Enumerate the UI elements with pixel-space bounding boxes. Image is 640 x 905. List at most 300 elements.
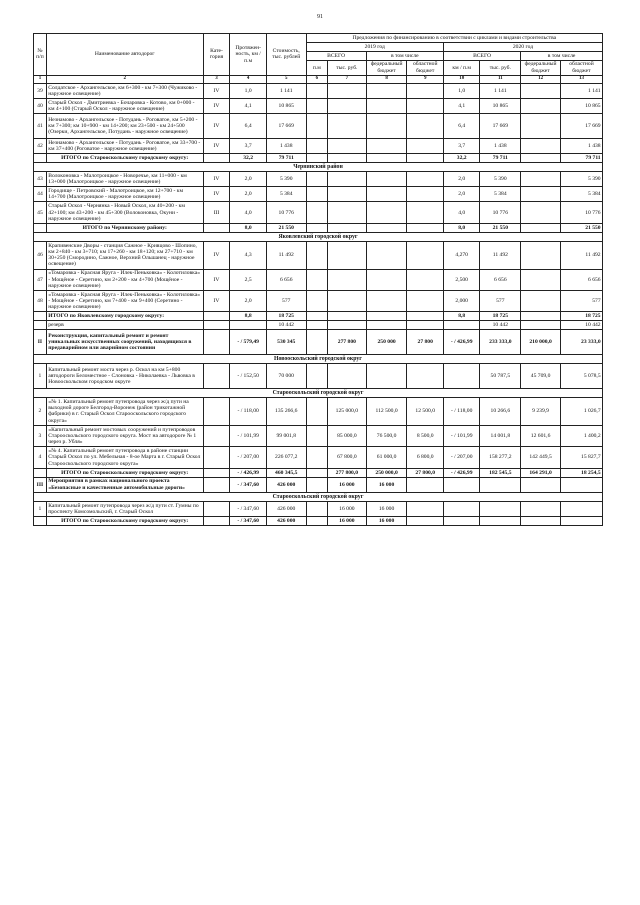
idx-2: 2 [46, 75, 203, 83]
section-title: Яковлевский городской округ [34, 232, 603, 241]
table-row [34, 202, 603, 223]
section-label: Мероприятия в рамках национального проекта «Безопасные и качественные автомобильные дороги» [46, 477, 203, 492]
total-label: ИТОГО по Чернянскому району: [46, 223, 203, 232]
cell-empty [407, 187, 443, 202]
road-cost: 17 669 [266, 114, 306, 139]
total-2019: 16 000 [328, 501, 367, 516]
cell-empty [366, 98, 407, 113]
total-2019: 85 000,0 [328, 425, 367, 446]
federal-2020: 142 449,5 [521, 447, 561, 468]
road-length: 2,0 [230, 291, 266, 312]
total-2020: 6 656 [480, 269, 521, 290]
road-category: IV [203, 139, 230, 154]
section-title: Чернянский район [34, 163, 603, 172]
cell-empty [521, 223, 561, 232]
object-name: «Капитальный ремонт мостовых сооружений и путепроводов Старооскольского городского округа. Мост на автодороге № 1 через р. Убля» [46, 425, 203, 446]
total-length: 32,2 [230, 154, 266, 163]
total-regional-2019: 27 800,0 [407, 468, 443, 477]
row-number: 4 [34, 447, 47, 468]
section-total-2020: 233 333,0 [480, 330, 521, 355]
cell-empty [407, 172, 443, 187]
section-number: II [34, 330, 47, 355]
total-label: ИТОГО по Старооскольскому городскому округу: [46, 154, 203, 163]
total-2020: 50 787,5 [480, 364, 521, 389]
cell-empty [366, 187, 407, 202]
column-index-row [34, 75, 603, 83]
total-2020: 10 776 [480, 202, 521, 223]
cell-empty [480, 477, 521, 492]
total-2020: 11 492 [480, 241, 521, 269]
section-header [34, 492, 603, 501]
road-category: IV [203, 291, 230, 312]
total-length-2020: - / 426,99 [443, 468, 479, 477]
cell-empty [328, 291, 367, 312]
row-number: 1 [34, 364, 47, 389]
total-2020: 5 384 [480, 187, 521, 202]
cell-empty [443, 477, 479, 492]
cell-empty [443, 501, 479, 516]
federal-2019: 112 500,0 [366, 398, 407, 426]
cell-empty [306, 398, 327, 426]
cell-empty [443, 516, 479, 525]
regional-2020: 1 400,2 [560, 425, 602, 446]
total-federal-2020: 164 291,0 [521, 468, 561, 477]
cell-empty [328, 139, 367, 154]
section-header [34, 389, 603, 398]
federal-2019: 76 500,0 [366, 425, 407, 446]
header-cost: Стоимость, тыс. рублей [266, 34, 306, 76]
section-federal-2020: 210 000,0 [521, 330, 561, 355]
total-federal-2019: 16 000 [366, 516, 407, 525]
section-total-2019: 16 000 [328, 477, 367, 492]
cell-empty [203, 501, 230, 516]
length-2020: 2,0 [443, 172, 479, 187]
section-iii-row [34, 477, 603, 492]
total-length: - / 347,60 [230, 516, 266, 525]
total-length-2020: 8,0 [443, 223, 479, 232]
cell-empty [407, 501, 443, 516]
cell-empty [366, 223, 407, 232]
idx-11: 11 [480, 75, 521, 83]
length-2020: 2,0 [443, 187, 479, 202]
total-2020: 14 001,8 [480, 425, 521, 446]
cell-empty [34, 516, 47, 525]
table-row [34, 447, 603, 468]
table-row [34, 172, 603, 187]
row-number: 40 [34, 98, 47, 113]
header-unit-kmpm: км / п.м [443, 60, 479, 75]
cell-empty [306, 364, 327, 389]
cell-empty [328, 172, 367, 187]
cell-empty [407, 154, 443, 163]
cell-empty [306, 330, 327, 355]
length-2020: 4,0 [443, 202, 479, 223]
cell-empty [203, 154, 230, 163]
cell-empty [407, 83, 443, 98]
cell-empty [521, 501, 561, 516]
cell-empty [407, 114, 443, 139]
cell-empty [521, 321, 561, 330]
federal-2020 [521, 291, 561, 312]
total-2020: 18 725 [480, 312, 521, 321]
cell-empty [306, 291, 327, 312]
cell-empty [306, 241, 327, 269]
road-cost: 1 141 [266, 83, 306, 98]
table-row [34, 139, 603, 154]
total-2020: 158 277,2 [480, 447, 521, 468]
federal-2020 [521, 241, 561, 269]
total-2020: 182 545,5 [480, 468, 521, 477]
road-category: IV [203, 241, 230, 269]
section-federal-2019: 16 000 [366, 477, 407, 492]
cell-empty [366, 139, 407, 154]
regional-2020: 6 656 [560, 269, 602, 290]
total-length: - / 426,99 [230, 468, 266, 477]
total-regional-2020: 21 550 [560, 223, 602, 232]
cell-empty [203, 330, 230, 355]
cell-empty [366, 291, 407, 312]
road-cost: 6 656 [266, 269, 306, 290]
header-financing: Предложения по финансированию в соответствии с циклами и видами строительства [306, 34, 602, 43]
cell-empty [366, 269, 407, 290]
section-header [34, 163, 603, 172]
regional-2020: 5 384 [560, 187, 602, 202]
table-row [34, 98, 603, 113]
reserve-cost: 10 442 [266, 321, 306, 330]
cell-empty [306, 468, 327, 477]
cell-empty [328, 98, 367, 113]
section-federal-2019: 250 000 [366, 330, 407, 355]
total-length: 8,8 [230, 312, 266, 321]
cell-empty [328, 364, 367, 389]
row-number: 45 [34, 202, 47, 223]
cell-empty [306, 477, 327, 492]
table-row [34, 291, 603, 312]
road-cost: 577 [266, 291, 306, 312]
cell-empty [34, 154, 47, 163]
cell-empty [407, 98, 443, 113]
section-title: Старооскольский городской округ [34, 389, 603, 398]
regional-2020: 5 078,5 [560, 364, 602, 389]
road-category: IV [203, 114, 230, 139]
cell-empty [521, 154, 561, 163]
regional-2020: 10 776 [560, 202, 602, 223]
road-length: 4,1 [230, 98, 266, 113]
cell-empty [203, 364, 230, 389]
cell-empty [366, 241, 407, 269]
header-length: Протяжен-ность, км / п.м [230, 34, 266, 76]
total-2020: 10 266,6 [480, 398, 521, 426]
object-name: «№ 4. Капитальный ремонт путепровода в районе станции Старый Оскол по ул. Мебельная - 8-ое Марта в г. Старый Оскол Старооскольского городского округа» [46, 447, 203, 468]
total-length: 8,0 [230, 223, 266, 232]
federal-2020 [521, 83, 561, 98]
cell-empty [366, 172, 407, 187]
row-number: 46 [34, 241, 47, 269]
idx-7: 7 [328, 75, 367, 83]
total-2020: 79 711 [480, 154, 521, 163]
federal-2020 [521, 187, 561, 202]
cell-empty [306, 202, 327, 223]
table-row [34, 398, 603, 426]
cell-empty [366, 114, 407, 139]
road-name: «Томаровка - Красная Яруга - Илек-Пеньковка» - Колотиловка» - Мощёное - Серетино, км 7+400 - км 9+400 (Серетино - наружное освещение) [46, 291, 203, 312]
road-length: 4,3 [230, 241, 266, 269]
total-regional-2020: 79 711 [560, 154, 602, 163]
cell-empty [203, 312, 230, 321]
road-cost: 10 865 [266, 98, 306, 113]
cell-empty [521, 516, 561, 525]
road-length: 1,0 [230, 83, 266, 98]
cell-empty [203, 516, 230, 525]
reserve-label: резерв [46, 321, 203, 330]
object-length: - / 101,99 [230, 425, 266, 446]
table-row [34, 241, 603, 269]
idx-3: 3 [203, 75, 230, 83]
idx-9: 9 [407, 75, 443, 83]
cell-empty [407, 202, 443, 223]
cell-empty [328, 154, 367, 163]
idx-5: 5 [266, 75, 306, 83]
road-name: Волоконовка - Малотроицкое - Новоречье, км 11+000 - км 13+000 (Малотроицкое - наружное освещение) [46, 172, 203, 187]
section-cost: 426 000 [266, 477, 306, 492]
idx-6: 6 [306, 75, 327, 83]
cell-empty [328, 202, 367, 223]
federal-2020 [521, 114, 561, 139]
table-row [34, 187, 603, 202]
cell-empty [306, 83, 327, 98]
total-row [34, 516, 603, 525]
table-row [34, 269, 603, 290]
section-label: Реконструкция, капитальный ремонт и ремонт уникальных искусственных сооружений, находящихся в предаварийном или аварийном состоянии [46, 330, 203, 355]
row-number: 3 [34, 425, 47, 446]
cell-empty [407, 269, 443, 290]
page-number: 91 [317, 14, 323, 20]
header-total-2019: ВСЕГО [306, 51, 366, 60]
cell-empty [407, 223, 443, 232]
cell-empty [480, 501, 521, 516]
cell-empty [521, 312, 561, 321]
total-2020: 17 669 [480, 114, 521, 139]
total-label: ИТОГО по Яковлевскому городскому округу: [46, 312, 203, 321]
total-cost: 18 725 [266, 312, 306, 321]
total-2019: 125 000,0 [328, 398, 367, 426]
road-category: IV [203, 269, 230, 290]
header-federal-2020: федеральный бюджет [521, 60, 561, 75]
header-category: Кате-гория [203, 34, 230, 76]
object-cost: 426 000 [266, 501, 306, 516]
table-row [34, 83, 603, 98]
section-regional-2020: 23 333,0 [560, 330, 602, 355]
length-2020: 6,4 [443, 114, 479, 139]
cell-empty [306, 321, 327, 330]
section-title: Новооскольский городской округ [34, 355, 603, 364]
cell-empty [328, 269, 367, 290]
header-year-2019: 2019 год [306, 42, 443, 51]
federal-2020 [521, 98, 561, 113]
idx-1: 1 [34, 75, 47, 83]
cell-empty [306, 312, 327, 321]
cell-empty [203, 447, 230, 468]
cell-empty [407, 364, 443, 389]
cell-empty [203, 468, 230, 477]
cell-empty [306, 223, 327, 232]
total-2020: 1 438 [480, 139, 521, 154]
cell-empty [203, 477, 230, 492]
cell-empty [306, 139, 327, 154]
regional-2020: 1 141 [560, 83, 602, 98]
federal-2020: 9 239,9 [521, 398, 561, 426]
cell-empty [560, 516, 602, 525]
idx-4: 4 [230, 75, 266, 83]
total-2020: 21 550 [480, 223, 521, 232]
total-2020: 1 141 [480, 83, 521, 98]
cell-empty [34, 312, 47, 321]
length-2020: 4,1 [443, 98, 479, 113]
header-name: Наименование автодорог [46, 34, 203, 76]
road-length: 6,4 [230, 114, 266, 139]
object-length: - / 118,00 [230, 398, 266, 426]
total-cost: 21 550 [266, 223, 306, 232]
row-number: 48 [34, 291, 47, 312]
cell-empty [203, 321, 230, 330]
section-ii-row [34, 330, 603, 355]
federal-2019: 16 000 [366, 501, 407, 516]
total-cost: 460 345,5 [266, 468, 306, 477]
federal-2020: 12 601,6 [521, 425, 561, 446]
cell-empty [366, 202, 407, 223]
road-category: IV [203, 172, 230, 187]
object-length: - / 347,60 [230, 501, 266, 516]
section-title: Старооскольский городской округ [34, 492, 603, 501]
regional-2019: 6 800,0 [407, 447, 443, 468]
row-number: 44 [34, 187, 47, 202]
cell-empty [407, 477, 443, 492]
row-number: 1 [34, 501, 47, 516]
total-length-2020: 32,2 [443, 154, 479, 163]
road-length: 3,7 [230, 139, 266, 154]
object-cost: 226 077,2 [266, 447, 306, 468]
header-incl-2019: в том числе [366, 51, 443, 60]
cell-empty [443, 321, 479, 330]
road-name: Крапивенские Дворы - станция Сажное - Кривцово - Шопино, км 2+840 - км 3+710; км 17+260 - км 18+120; км 27+710 - км 30+250 (Смородино, Сажное, Верхний Ольшанец - наружное освещение) [46, 241, 203, 269]
cell-empty [443, 364, 479, 389]
reserve-2020: 10 442 [480, 321, 521, 330]
cell-empty [328, 312, 367, 321]
object-name: Капитальный ремонт моста через р. Оскол на км 5+800 автодороги Беломестное - Слоновка - Николаевка - Львовка в Новооскольском городском округе [46, 364, 203, 389]
length-2020: 1,0 [443, 83, 479, 98]
road-length: 2,5 [230, 269, 266, 290]
idx-13: 13 [560, 75, 602, 83]
reserve-regional-2020: 10 442 [560, 321, 602, 330]
regional-2019: 12 500,0 [407, 398, 443, 426]
section-length: - / 347,60 [230, 477, 266, 492]
cell-empty [328, 321, 367, 330]
length-2020: 4,270 [443, 241, 479, 269]
total-2020: 10 865 [480, 98, 521, 113]
cell-empty [366, 154, 407, 163]
length-2020: 3,7 [443, 139, 479, 154]
table-row [34, 114, 603, 139]
road-category: III [203, 202, 230, 223]
header-incl-2020: в том числе [521, 51, 603, 60]
cell-empty [407, 312, 443, 321]
total-2020: 5 390 [480, 172, 521, 187]
federal-2020: 45 709,0 [521, 364, 561, 389]
cell-empty [306, 501, 327, 516]
object-cost: 70 000 [266, 364, 306, 389]
cell-empty [366, 364, 407, 389]
header-regional-2020: областной бюджет [560, 60, 602, 75]
road-category: IV [203, 187, 230, 202]
cell-empty [203, 223, 230, 232]
row-number: 39 [34, 83, 47, 98]
cell-empty [407, 241, 443, 269]
table-row [34, 425, 603, 446]
total-2019: 16 000 [328, 516, 367, 525]
length-2020: - / 207,00 [443, 447, 479, 468]
length-2020: 2,500 [443, 269, 479, 290]
road-name: Незнамово - Архангельское - Потудань - Роговатое, км 5+200 - км 7+300; км 10+900 - км 14+200; км 23+500 - км 24+500 (Озерки, Архангельское, Потудань - наружное освещение) [46, 114, 203, 139]
cell-empty [306, 98, 327, 113]
cell-empty [328, 223, 367, 232]
road-cost: 10 776 [266, 202, 306, 223]
financing-table [33, 33, 603, 526]
cell-empty [407, 321, 443, 330]
road-category: IV [203, 98, 230, 113]
idx-8: 8 [366, 75, 407, 83]
length-2020: 2,000 [443, 291, 479, 312]
section-header [34, 232, 603, 241]
row-number: 41 [34, 114, 47, 139]
regional-2020: 10 865 [560, 98, 602, 113]
road-category: IV [203, 83, 230, 98]
cell-empty [306, 172, 327, 187]
total-row [34, 468, 603, 477]
header-total-2020: ВСЕГО [443, 51, 520, 60]
total-row [34, 154, 603, 163]
header-regional-2019: областной бюджет [407, 60, 443, 75]
object-cost: 99 001,8 [266, 425, 306, 446]
regional-2020: 1 438 [560, 139, 602, 154]
regional-2020: 5 390 [560, 172, 602, 187]
header-unit-rub: тыс. руб. [328, 60, 367, 75]
reserve-row [34, 321, 603, 330]
object-cost: 135 266,6 [266, 398, 306, 426]
road-name: «Томаровка - Красная Яруга - Илек-Пеньковка» - Колотиловка» - Мощёное - Серетино, км 2+200 - км 4+700 (Мощёное - наружное освещение) [46, 269, 203, 290]
total-label: ИТОГО по Старооскольскому городскому округу: [46, 516, 203, 525]
road-cost: 1 438 [266, 139, 306, 154]
total-federal-2019: 250 000,0 [366, 468, 407, 477]
row-number: 47 [34, 269, 47, 290]
section-cost: 530 345 [266, 330, 306, 355]
cell-empty [366, 321, 407, 330]
cell-empty [306, 114, 327, 139]
road-name: Солдатское - Архангельское, км 6+300 - км 7+300 (Чужиково - наружное освещение) [46, 83, 203, 98]
road-length: 2,0 [230, 187, 266, 202]
length-2020: - / 101,99 [443, 425, 479, 446]
regional-2020: 11 492 [560, 241, 602, 269]
road-name: Городище - Петровский - Малотроицкое, км 12+700 - км 14+700 (Малотроицкое - наружное освещение) [46, 187, 203, 202]
cell-empty [521, 477, 561, 492]
total-regional-2020: 18 725 [560, 312, 602, 321]
cell-empty [306, 425, 327, 446]
cell-empty [407, 516, 443, 525]
road-length: 4,0 [230, 202, 266, 223]
section-total-2019: 277 800 [328, 330, 367, 355]
header-federal-2019: федеральный бюджет [366, 60, 407, 75]
table-row [34, 364, 603, 389]
idx-12: 12 [521, 75, 561, 83]
